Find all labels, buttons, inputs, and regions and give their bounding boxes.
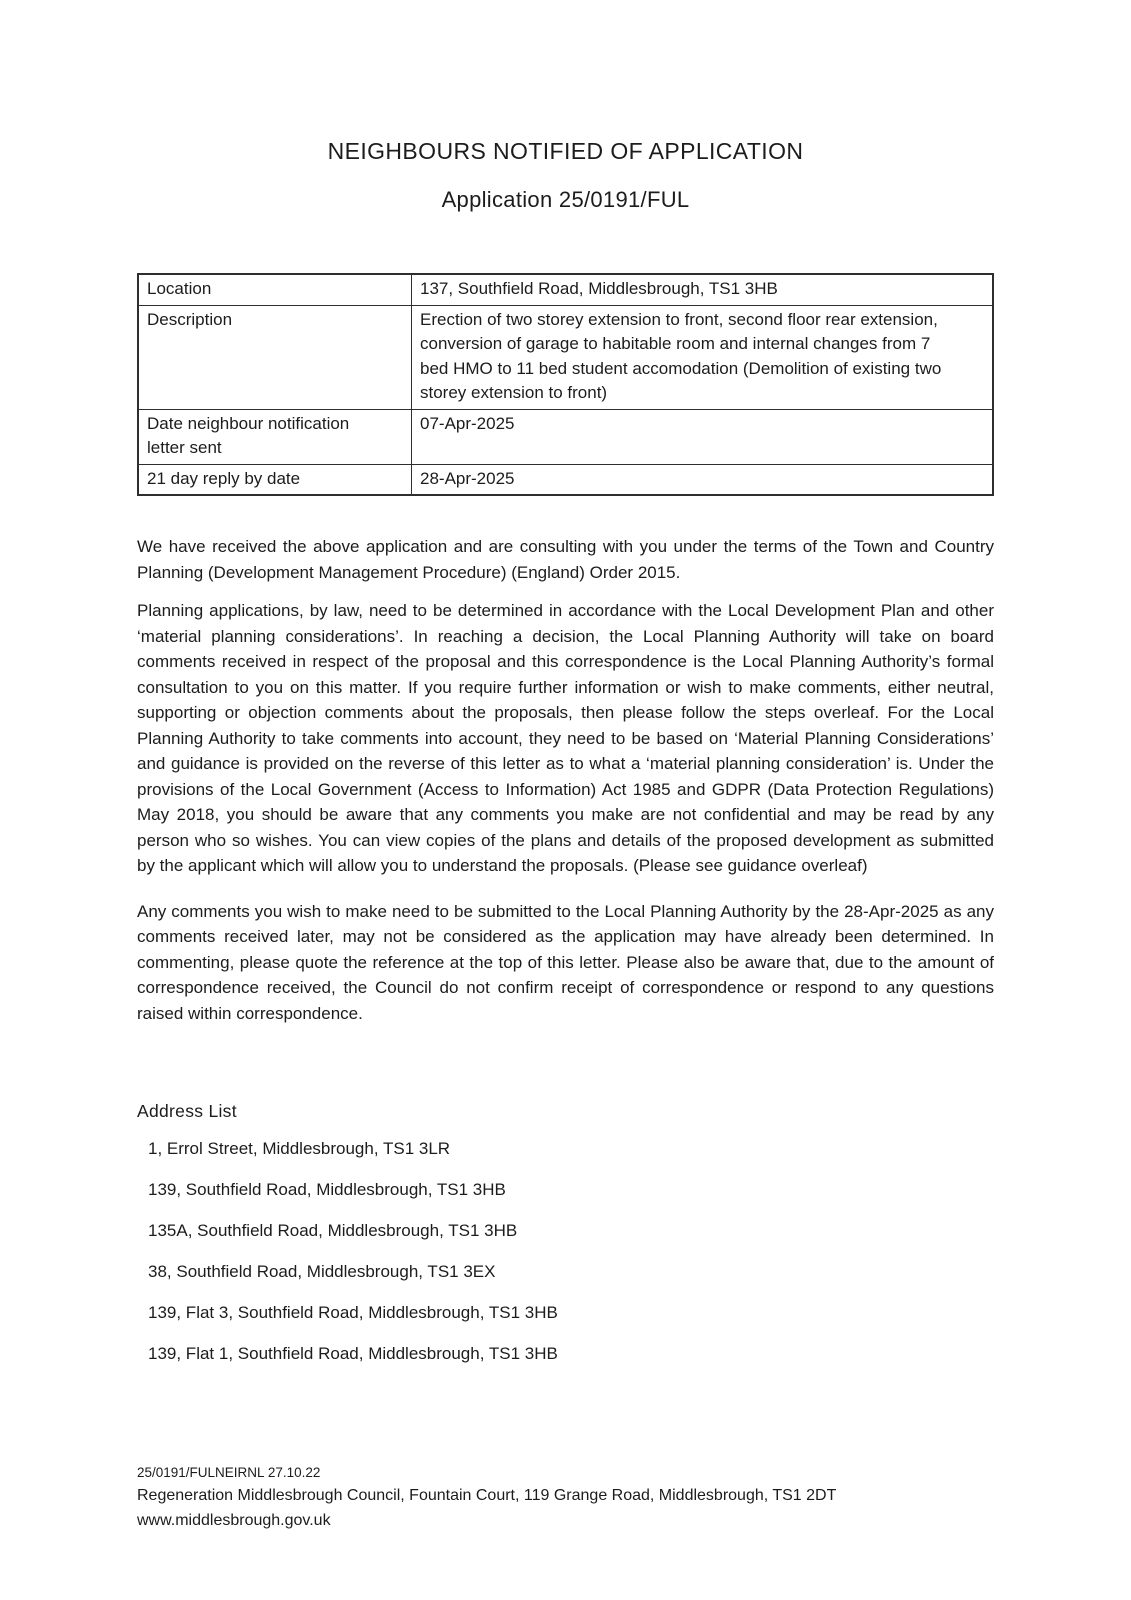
address-list-item: 139, Flat 1, Southfield Road, Middlesbrough, TS1 3HB <box>148 1344 558 1363</box>
notification-date-label: Date neighbour notification letter sent <box>138 409 412 464</box>
table-row-description <box>138 305 993 409</box>
reply-by-date-value: 28-Apr-2025 <box>412 464 994 495</box>
application-details-table <box>137 273 994 496</box>
footer-council-address: Regeneration Middlesbrough Council, Fountain Court, 119 Grange Road, Middlesbrough, TS1 2DT <box>137 1487 837 1504</box>
address-list-item: 135A, Southfield Road, Middlesbrough, TS1 3HB <box>148 1221 518 1240</box>
address-list-item: 1, Errol Street, Middlesbrough, TS1 3LR <box>148 1139 451 1158</box>
paragraph-comment-submission: Any comments you wish to make need to be submitted to the Local Planning Authority by the 28-Apr-2025 as any comments received later, may not be considered as the application may have already been determined. In commenting, please quote the reference at the top of this letter. Please also be aware that, due to the amount of correspondence received, the Council do not confirm receipt of correspondence or respond to any questions raised within correspondence. <box>137 901 994 1023</box>
reply-by-date-label: 21 day reply by date <box>138 464 412 495</box>
table-row-reply-by-date <box>138 464 993 495</box>
notification-date-value: 07-Apr-2025 <box>412 409 994 464</box>
location-label: Location <box>138 274 412 305</box>
footer-document-reference: 25/0191/FULNEIRNL 27.10.22 <box>137 1465 321 1480</box>
address-list-heading: Address List <box>137 1101 237 1121</box>
letter-content <box>0 138 1131 1366</box>
page-title: NEIGHBOURS NOTIFIED OF APPLICATION <box>327 138 804 164</box>
letter-footer <box>137 1463 997 1533</box>
paragraph-planning-considerations: Planning applications, by law, need to be determined in accordance with the Local Development Plan and other ‘material planning considerations’. In reaching a decision, the Local Planning Authority will take on board comments received in respect of the proposal and this correspondence is the Local Planning Authority’s formal consultation to you on this matter. If you require further information or wish to make comments, either neutral, supporting or objection comments about the proposals, then please follow the steps overleaf. For the Local Planning Authority to take comments into account, they need to be based on ‘Material Planning Considerations’ and guidance is provided on the reverse of this letter as to what a ‘material planning consideration’ is. Under the provisions of the Local Government (Access to Information) Act 1985 and GDPR (Data Protection Regulations) May 2018, you should be aware that any comments you make are not confidential and may be read by any person who so wishes. You can view copies of the plans and details of the proposed development as submitted by the applicant which will allow you to understand the proposals. (Please see guidance overleaf) <box>137 601 994 875</box>
paragraph-consultation-intro: We have received the above application and are consulting with you under the terms of the Town and Country Planning (Development Management Procedure) (England) Order 2015. <box>137 537 994 582</box>
footer-website-url: www.middlesbrough.gov.uk <box>137 1512 331 1529</box>
address-list-item: 139, Flat 3, Southfield Road, Middlesbrough, TS1 3HB <box>148 1303 558 1322</box>
location-value: 137, Southfield Road, Middlesbrough, TS1 3HB <box>412 274 994 305</box>
table-row-notification-date <box>138 409 993 464</box>
table-row-location <box>138 274 993 305</box>
address-list-item: 139, Southfield Road, Middlesbrough, TS1 3HB <box>148 1180 506 1199</box>
application-reference-subtitle: Application 25/0191/FUL <box>441 187 690 212</box>
description-value: Erection of two storey extension to front, second floor rear extension, conversion of garage to habitable room and internal changes from 7 bed HMO to 11 bed student accomodation (Demolition of existing two storey extension to front) <box>412 305 994 409</box>
address-list-item: 38, Southfield Road, Middlesbrough, TS1 3EX <box>148 1262 496 1281</box>
description-label: Description <box>138 305 412 409</box>
